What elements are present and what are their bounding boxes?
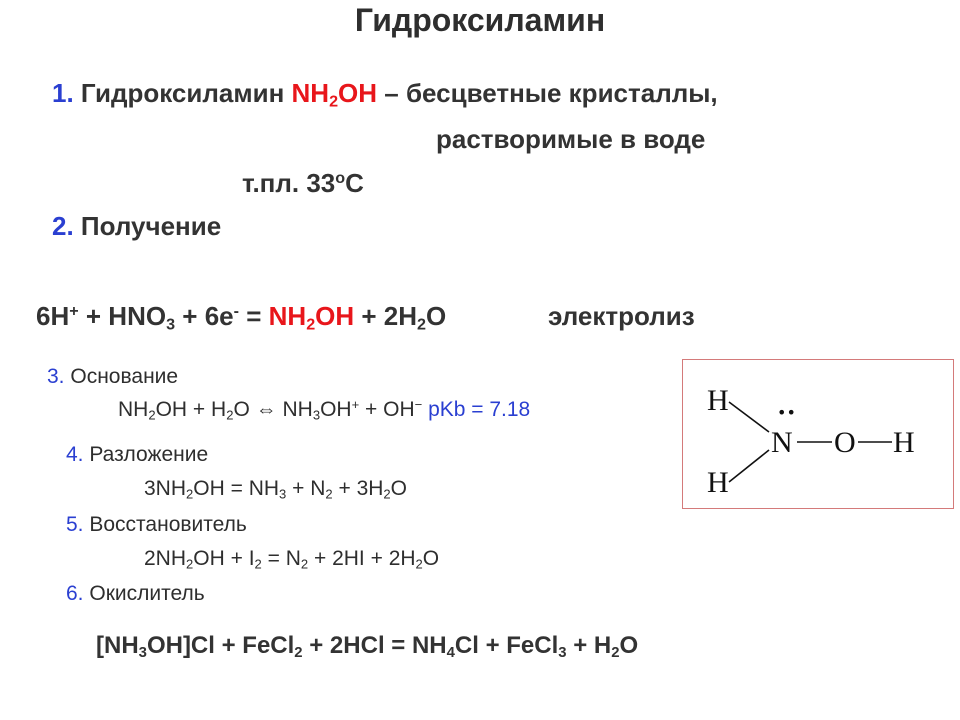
section-2-number: 2.	[52, 211, 74, 241]
structure-box	[682, 359, 954, 509]
section-4-number: 4.	[66, 443, 84, 466]
section-6-heading	[66, 582, 205, 606]
production-equation: $6H^+ + HNO_3 + 6e^- = NH_2OH + 2H_2O$	[36, 301, 447, 334]
section-1-desc-2: растворимые в воде	[436, 124, 706, 154]
section-6-number: 6.	[66, 582, 84, 605]
section-5-heading	[66, 513, 247, 537]
section-3-heading	[47, 365, 178, 389]
section-4-label: Разложение	[89, 443, 209, 466]
bond-n-h-bottom	[729, 450, 769, 482]
section-5-equation: $2NH_2OH + I_2 = N_2 + 2HI + 2H_2O$	[144, 547, 440, 572]
production-product: $NH_2OH$	[268, 301, 355, 334]
section-1-formula: $NH_2OH$	[291, 78, 378, 111]
production-method: электролиз	[548, 301, 695, 331]
section-4-equation: $3NH_2OH = NH_3 + N_2 + 3H_2O$	[144, 477, 408, 502]
section-5-number: 5.	[66, 513, 84, 536]
atom-o: O	[834, 426, 856, 459]
section-2-heading	[52, 211, 221, 242]
atom-h-top: H	[707, 384, 729, 417]
section-3-equation: $NH_2OH + H_2O$ ⇔ $NH_3OH^+ + OH^-$ pKb = 7.18	[118, 396, 531, 423]
section-3-number: 3.	[47, 365, 65, 388]
equilibrium-arrow: ⇔	[255, 398, 277, 421]
hydroxylamine-structure	[683, 360, 953, 508]
bond-n-h-top	[729, 402, 769, 432]
section-6-equation: $[NH_3OH]Cl$ + FeCl$_2$ + $2HCl = NH_4Cl$ + FeCl$_3$ + $H_2O$	[96, 632, 639, 662]
section-3-label: Основание	[70, 365, 179, 388]
page-title: Гидроксиламин	[354, 2, 606, 38]
section-1-desc-1: – бесцветные кристаллы,	[384, 78, 718, 108]
atom-h-right: H	[893, 426, 915, 459]
atom-n: N	[771, 426, 793, 459]
section-6-label: Окислитель	[89, 582, 205, 605]
pkb-value: pKb = 7.18	[428, 398, 531, 421]
section-4-heading	[66, 443, 208, 467]
atom-h-bottom: H	[707, 466, 729, 499]
section-5-label: Восстановитель	[89, 513, 247, 536]
section-2-label: Получение	[80, 211, 222, 241]
section-1-line-1	[52, 78, 718, 109]
section-1-number: 1.	[52, 78, 74, 108]
melting-point: т.пл. 33$^o$C	[242, 168, 364, 198]
section-1-name: Гидроксиламин	[80, 78, 285, 108]
lone-pair-dots: ••	[777, 403, 796, 422]
